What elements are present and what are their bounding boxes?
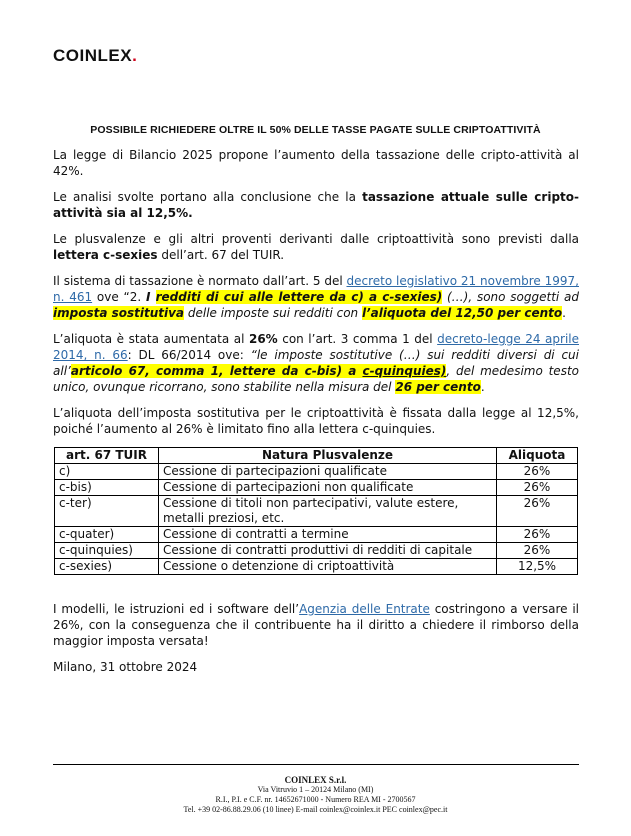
table-row: [55, 559, 578, 575]
paragraph-agency: [53, 601, 579, 649]
text-span: Il sistema di tassazione è normato dall’art. 5 del: [53, 274, 347, 288]
header-rate: Aliquota: [497, 448, 578, 464]
header-nature: Natura Plusvalenze: [159, 448, 497, 464]
footer-divider: [53, 764, 579, 765]
footer-registration: R.I., P.I. e C.F. nr. 14652671000 - Numero REA MI - 2700567: [215, 795, 416, 804]
link-agenzia-entrate[interactable]: Agenzia delle Entrate: [299, 602, 430, 616]
text-span: .: [480, 380, 485, 394]
highlighted-text: 26 per cento: [395, 380, 481, 394]
cell-nature: Cessione di partecipazioni qualificate: [159, 464, 497, 480]
bold-text: tassazione attuale sulle cripto-attività sia al 12,5%.: [53, 190, 580, 220]
table-row: [55, 527, 578, 543]
table-row: [55, 480, 578, 496]
text-span: ove “2.: [92, 290, 146, 304]
cell-article: c-bis): [55, 480, 159, 496]
link-decreto-legge[interactable]: decreto-legge 24 aprile 2014, n. 66: [53, 332, 579, 362]
text-span: dell’art. 67 del TUIR.: [157, 248, 285, 262]
cell-nature: Cessione di contratti produttivi di redditi di capitale: [159, 543, 497, 559]
table-row: [55, 543, 578, 559]
cell-rate: 26%: [497, 527, 578, 543]
cell-rate: 26%: [497, 464, 578, 480]
paragraph-intro: La legge di Bilancio 2025 propone l’aumento della tassazione delle cripto-attività al 42%.: [53, 148, 579, 178]
footer-address: Via Vitruvio 1 – 20124 Milano (MI): [257, 785, 374, 794]
text-span: Le analisi svolte portano alla conclusione che la: [53, 190, 363, 204]
table-header-row: [55, 448, 578, 464]
bold-text: lettera c-sexies: [53, 248, 158, 262]
text-span: : DL 66/2014 ove:: [127, 348, 251, 362]
paragraph-analysis: [53, 189, 579, 221]
footer-company-name: COINLEX S.r.l.: [284, 775, 347, 785]
logo-dot: .: [132, 46, 138, 65]
table-row: [55, 464, 578, 480]
text-span: L’aliquota è stata aumentata al: [53, 332, 249, 346]
document-body: [53, 147, 579, 685]
text-span: , del medesimo testo unico, ovunque ricorrano, sono stabilite nella misura del: [53, 364, 579, 394]
text-span: Le plusvalenze e gli altri proventi derivanti dalle criptoattività sono previsti dalla: [53, 232, 579, 246]
cell-article: c-ter): [55, 496, 159, 527]
table-row: [55, 496, 578, 527]
cell-article: c-quater): [55, 527, 159, 543]
text-span: “le imposte sostitutive (…) sui redditi diversi di cui all’: [53, 348, 579, 378]
footer-contacts: Tel. +39 02-86.88.29.06 (10 linee) E-mail coinlex@coinlex.it PEC coinlex@pec.it: [183, 805, 448, 814]
cell-nature: Cessione di titoli non partecipativi, valute estere, metalli preziosi, etc.: [159, 496, 497, 527]
highlighted-text: redditi di cui alle lettere da c) a c-sexies): [155, 290, 443, 304]
cell-nature: Cessione di partecipazioni non qualificate: [159, 480, 497, 496]
paragraph-plusvalenze: [53, 231, 579, 263]
cell-nature: Cessione di contratti a termine: [159, 527, 497, 543]
highlighted-text: c-quinquies): [362, 364, 447, 378]
highlighted-text: l’aliquota del 12,50 per cento: [361, 306, 563, 320]
footer: [0, 775, 631, 815]
highlighted-text: articolo 67, comma 1, lettere da c-bis) a: [70, 364, 363, 378]
header-article: art. 67 TUIR: [55, 448, 159, 464]
text-span: I modelli, le istruzioni ed i software dell’: [53, 602, 300, 616]
cell-rate: 26%: [497, 480, 578, 496]
paragraph-tax-system: [53, 273, 579, 321]
highlighted-text: imposta sostitutiva: [53, 306, 185, 320]
logo-text: COINLEX: [53, 46, 133, 65]
bold-text: I: [145, 290, 156, 304]
cell-nature: Cessione o detenzione di criptoattività: [159, 559, 497, 575]
document-title: POSSIBILE RICHIEDERE OLTRE IL 50% DELLE TASSE PAGATE SULLE CRIPTOATTIVITÀ: [90, 124, 541, 136]
tax-rate-table: [54, 447, 578, 575]
text-span: .: [562, 306, 566, 320]
link-decreto-legislativo[interactable]: decreto legislativo 21 novembre 1997, n. 461: [53, 274, 579, 304]
text-span: (…), sono soggetti ad: [442, 290, 580, 304]
text-span: delle imposte sui redditi con: [184, 306, 362, 320]
company-logo: [53, 46, 137, 66]
cell-rate: 26%: [497, 496, 578, 527]
cell-article: c): [55, 464, 159, 480]
cell-rate: 26%: [497, 543, 578, 559]
text-span: con l’art. 3 comma 1 del: [277, 332, 438, 346]
bold-text: 26%: [248, 332, 278, 346]
text-span: costringono a versare il 26%, con la conseguenza che il contribuente ha il diritto a chiedere il rimborso della maggior imposta versata!: [53, 602, 580, 648]
document-date: Milano, 31 ottobre 2024: [53, 660, 198, 674]
paragraph-rate-fixed: L’aliquota dell’imposta sostitutiva per le criptoattività è fissata dalla legge al 12,5%, poiché l’aumento al 26% è limitato fino alla lettera c-quinquies.: [53, 406, 579, 436]
cell-article: c-sexies): [55, 559, 159, 575]
paragraph-rate-increase: [53, 331, 579, 395]
cell-article: c-quinquies): [55, 543, 159, 559]
cell-rate: 12,5%: [497, 559, 578, 575]
